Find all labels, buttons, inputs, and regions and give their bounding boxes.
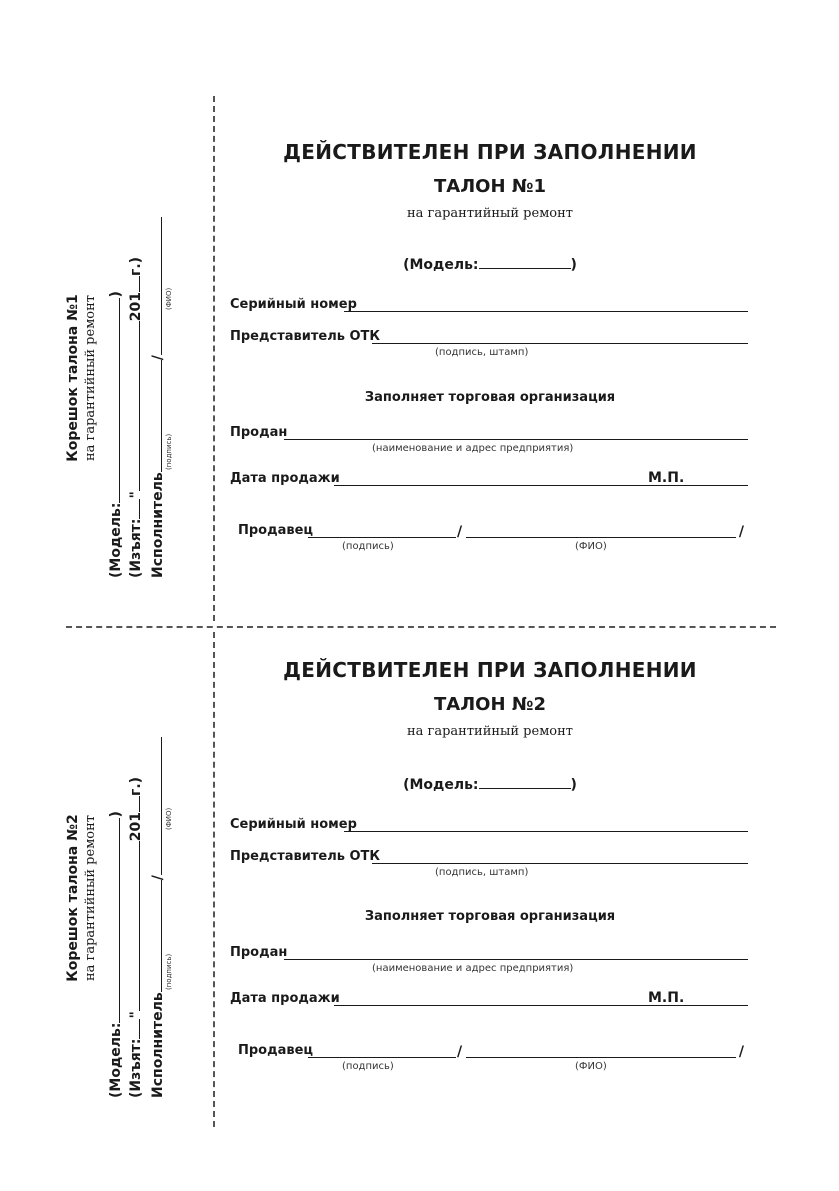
sold-hint: (наименование и адрес предприятия) <box>372 443 574 454</box>
stub-seized-row <box>125 777 144 1098</box>
stub-seized-label: (Изъят: <box>128 1038 144 1098</box>
otk-label: Представитель ОТК <box>230 849 381 864</box>
seller-label: Продавец <box>238 1043 314 1058</box>
org-heading: Заполняет торговая организация <box>364 390 616 405</box>
otk-label: Представитель ОТК <box>230 329 381 344</box>
seller-label: Продавец <box>238 523 314 538</box>
sold-hint: (наименование и адрес предприятия) <box>372 963 574 974</box>
stub-performer-row: Исполнитель/ <box>147 217 166 578</box>
seller-signature-line[interactable] <box>308 1057 456 1058</box>
seller-slash: / <box>457 1044 463 1060</box>
seller-signature-hint: (подпись) <box>342 1061 394 1072</box>
model-suffix: ) <box>570 777 577 793</box>
stub-model-label: (Модель: <box>108 1022 124 1098</box>
stub-month-line[interactable] <box>125 841 140 1011</box>
stub-2 <box>60 688 210 1108</box>
sold-field <box>230 424 750 440</box>
serial-line[interactable] <box>344 311 748 312</box>
model-prefix: (Модель: <box>403 257 479 273</box>
seller-slash-end: / <box>738 524 744 540</box>
stub-year-line[interactable] <box>125 276 140 292</box>
serial-label: Серийный номер <box>230 817 357 832</box>
date-line[interactable] <box>334 1005 748 1006</box>
stub-year-suffix: г.) <box>128 256 144 276</box>
seller-fio-line[interactable] <box>466 1057 736 1058</box>
stub-fio-hint: (ФИО) <box>165 807 173 830</box>
coupon-number: ТАЛОН №2 <box>434 694 546 715</box>
stub-model-line[interactable] <box>105 818 120 1023</box>
stub-subtitle: на гарантийный ремонт <box>83 295 98 461</box>
seller-slash: / <box>457 524 463 540</box>
stub-fio-line[interactable] <box>147 737 162 875</box>
otk-hint: (подпись, штамп) <box>435 347 529 358</box>
serial-field <box>230 296 750 312</box>
stub-title: Корешок талона №1 <box>65 294 81 462</box>
stub-model-label: (Модель: <box>108 502 124 578</box>
coupon-number: ТАЛОН №1 <box>434 176 546 197</box>
date-label: Дата продажи <box>230 991 340 1006</box>
vertical-cut-line <box>213 632 215 1127</box>
serial-label: Серийный номер <box>230 297 357 312</box>
stub-quote: " <box>128 1011 144 1019</box>
date-field <box>230 470 750 486</box>
mp-mark: М.П. <box>648 990 685 1006</box>
otk-line[interactable] <box>372 343 748 344</box>
date-line[interactable] <box>334 485 748 486</box>
sold-label: Продан <box>230 425 288 440</box>
model-prefix: (Модель: <box>403 777 479 793</box>
otk-field <box>230 328 750 344</box>
serial-field <box>230 816 750 832</box>
stub-performer-label: Исполнитель <box>150 992 166 1098</box>
stub-year-prefix: 201 <box>128 811 144 842</box>
stub-day-line[interactable] <box>125 1019 140 1039</box>
org-heading: Заполняет торговая организация <box>364 909 616 924</box>
seller-fio-hint: (ФИО) <box>575 541 607 552</box>
stub-quote: " <box>128 491 144 499</box>
stub-signature-hint: (подпись) <box>165 433 173 470</box>
stub-month-line[interactable] <box>125 321 140 491</box>
date-label: Дата продажи <box>230 471 340 486</box>
sold-line[interactable] <box>284 439 748 440</box>
seller-slash-end: / <box>738 1044 744 1060</box>
stub-model-line[interactable] <box>105 298 120 503</box>
stub-signature-line[interactable] <box>147 880 162 992</box>
stub-day-line[interactable] <box>125 499 140 519</box>
model-input-line[interactable] <box>479 254 571 269</box>
stub-title: Корешок талона №2 <box>65 814 81 982</box>
coupon-title: ДЕЙСТВИТЕЛЕН ПРИ ЗАПОЛНЕНИИ <box>283 658 697 682</box>
stub-seized-label: (Изъят: <box>128 518 144 578</box>
stub-seized-row <box>125 257 144 578</box>
coupon-subtitle: на гарантийный ремонт <box>407 724 573 739</box>
stub-fio-line[interactable] <box>147 217 162 355</box>
stub-model-row: (Модель:) <box>105 811 124 1098</box>
seller-field <box>230 1042 750 1058</box>
otk-field <box>230 848 750 864</box>
stub-performer-row: Исполнитель/ <box>147 737 166 1098</box>
serial-line[interactable] <box>344 831 748 832</box>
stub-model-row: (Модель:) <box>105 291 124 578</box>
mp-mark: М.П. <box>648 470 685 486</box>
seller-signature-hint: (подпись) <box>342 541 394 552</box>
vertical-cut-line <box>213 96 215 621</box>
coupon-model-row <box>230 774 750 793</box>
stub-year-prefix: 201 <box>128 291 144 322</box>
stub-signature-hint: (подпись) <box>165 953 173 990</box>
sold-line[interactable] <box>284 959 748 960</box>
otk-hint: (подпись, штамп) <box>435 867 529 878</box>
seller-fio-line[interactable] <box>466 537 736 538</box>
horizontal-cut-line <box>66 626 776 628</box>
stub-signature-line[interactable] <box>147 360 162 472</box>
coupon-model-row <box>230 254 750 273</box>
stub-fio-hint: (ФИО) <box>165 287 173 310</box>
sold-field <box>230 944 750 960</box>
stub-year-line[interactable] <box>125 796 140 812</box>
stub-year-suffix: г.) <box>128 776 144 796</box>
coupon-title: ДЕЙСТВИТЕЛЕН ПРИ ЗАПОЛНЕНИИ <box>283 140 697 164</box>
seller-fio-hint: (ФИО) <box>575 1061 607 1072</box>
model-input-line[interactable] <box>479 774 571 789</box>
stub-subtitle: на гарантийный ремонт <box>83 815 98 981</box>
stub-1 <box>60 168 210 588</box>
model-suffix: ) <box>570 257 577 273</box>
date-field <box>230 990 750 1006</box>
seller-field <box>230 522 750 538</box>
coupon-subtitle: на гарантийный ремонт <box>407 206 573 221</box>
stub-performer-label: Исполнитель <box>150 472 166 578</box>
otk-line[interactable] <box>372 863 748 864</box>
seller-signature-line[interactable] <box>308 537 456 538</box>
sold-label: Продан <box>230 945 288 960</box>
